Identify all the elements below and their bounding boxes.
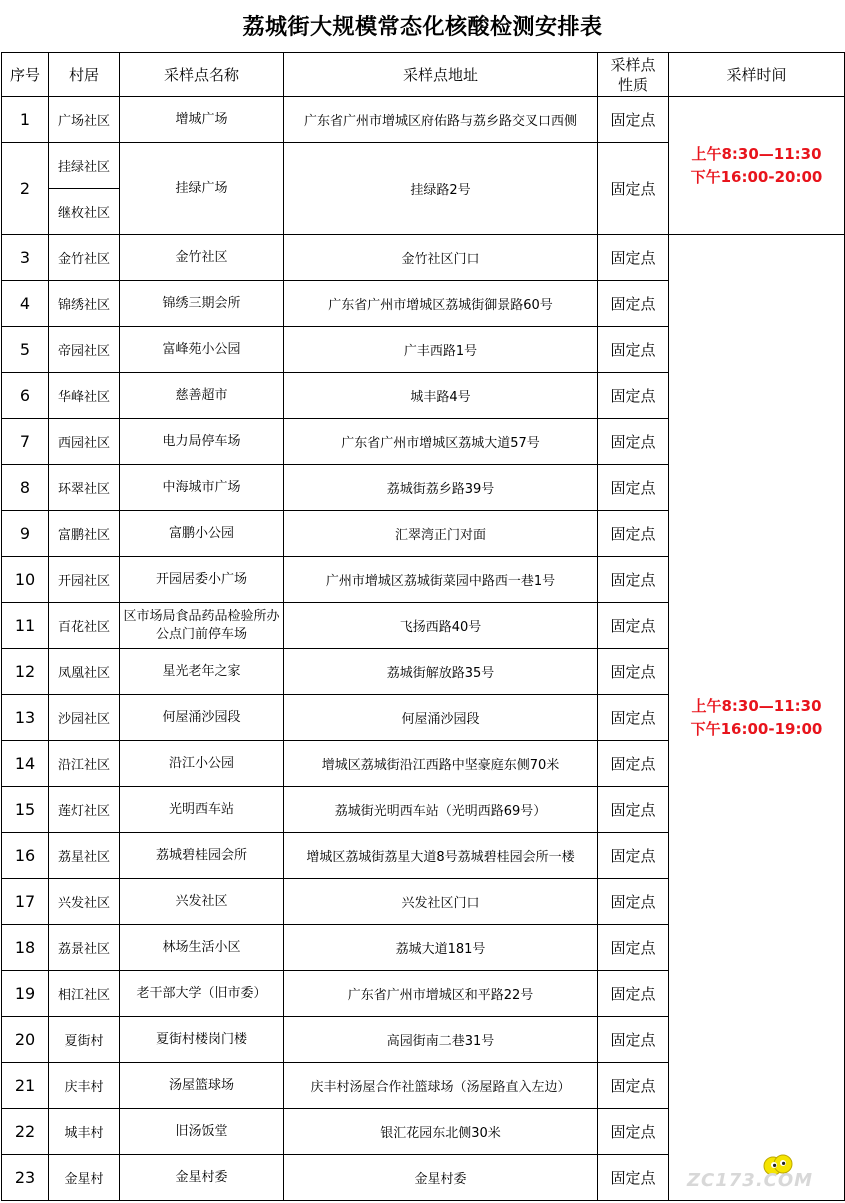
sampling-time-pm: 下午16:00-19:00 (690, 719, 823, 738)
row-site-address: 银汇花园东北侧30米 (284, 1109, 598, 1155)
sampling-time-am: 上午8:30—11:30 (691, 696, 822, 715)
row-site-name: 富鹏小公园 (120, 511, 284, 557)
row-village: 广场社区 (49, 97, 120, 143)
row-site-type: 固定点 (598, 557, 669, 603)
row-seq: 9 (2, 511, 49, 557)
row-site-type: 固定点 (598, 143, 669, 235)
header-site-address: 采样点地址 (284, 53, 598, 97)
row-village: 荔星社区 (49, 833, 120, 879)
header-site-type-line2: 性质 (617, 75, 648, 94)
row-site-name: 夏街村楼岗门楼 (120, 1017, 284, 1063)
row-site-type: 固定点 (598, 511, 669, 557)
row-village: 百花社区 (49, 603, 120, 649)
row-site-type: 固定点 (598, 419, 669, 465)
header-seq: 序号 (2, 53, 49, 97)
row-site-address: 荔城街解放路35号 (284, 649, 598, 695)
row-site-address: 广丰西路1号 (284, 327, 598, 373)
row-village: 相江社区 (49, 971, 120, 1017)
table-row (2, 97, 845, 143)
row-village: 沿江社区 (49, 741, 120, 787)
row-seq: 19 (2, 971, 49, 1017)
row-site-type: 固定点 (598, 787, 669, 833)
row-site-name: 金竹社区 (120, 235, 284, 281)
row-seq: 8 (2, 465, 49, 511)
row-seq: 14 (2, 741, 49, 787)
row-site-type: 固定点 (598, 741, 669, 787)
row-seq: 17 (2, 879, 49, 925)
row-village: 凤凰社区 (49, 649, 120, 695)
row-site-address: 广东省广州市增城区荔城街御景路60号 (284, 281, 598, 327)
row-site-address: 金竹社区门口 (284, 235, 598, 281)
row-site-name: 兴发社区 (120, 879, 284, 925)
row-site-type: 固定点 (598, 97, 669, 143)
row-site-type: 固定点 (598, 1017, 669, 1063)
row-site-name: 慈善超市 (120, 373, 284, 419)
row-site-name: 金星村委 (120, 1155, 284, 1201)
row-seq: 2 (2, 143, 49, 235)
row-seq: 13 (2, 695, 49, 741)
row-village: 荔景社区 (49, 925, 120, 971)
row-site-address: 汇翠湾正门对面 (284, 511, 598, 557)
row-site-address: 挂绿路2号 (284, 143, 598, 235)
row-site-type: 固定点 (598, 833, 669, 879)
row-site-address: 增城区荔城街沿江西路中坚豪庭东侧70米 (284, 741, 598, 787)
row-site-name: 林场生活小区 (120, 925, 284, 971)
row-site-name: 光明西车站 (120, 787, 284, 833)
row-site-type: 固定点 (598, 465, 669, 511)
row-village: 兴发社区 (49, 879, 120, 925)
row-site-type: 固定点 (598, 235, 669, 281)
row-site-address: 飞扬西路40号 (284, 603, 598, 649)
row-site-address: 广东省广州市增城区府佑路与荔乡路交叉口西侧 (284, 97, 598, 143)
row-seq: 5 (2, 327, 49, 373)
row-village: 挂绿社区 (49, 143, 120, 189)
row-seq: 6 (2, 373, 49, 419)
row-site-address: 荔城大道181号 (284, 925, 598, 971)
row-seq: 4 (2, 281, 49, 327)
schedule-table (1, 52, 845, 1201)
row-village: 富鹏社区 (49, 511, 120, 557)
row-village: 开园社区 (49, 557, 120, 603)
row-seq: 21 (2, 1063, 49, 1109)
row-site-name: 开园居委小广场 (120, 557, 284, 603)
row-seq: 3 (2, 235, 49, 281)
row-village: 帝园社区 (49, 327, 120, 373)
row-seq: 1 (2, 97, 49, 143)
row-site-name: 星光老年之家 (120, 649, 284, 695)
header-village: 村居 (49, 53, 120, 97)
row-seq: 18 (2, 925, 49, 971)
sampling-time-am: 上午8:30—11:30 (691, 144, 822, 163)
row-site-address: 增城区荔城街荔星大道8号荔城碧桂园会所一楼 (284, 833, 598, 879)
row-site-address: 广州市增城区荔城街菜园中路西一巷1号 (284, 557, 598, 603)
row-site-type: 固定点 (598, 879, 669, 925)
row-site-type: 固定点 (598, 281, 669, 327)
row-site-type: 固定点 (598, 649, 669, 695)
row-site-name: 老干部大学（旧市委） (120, 971, 284, 1017)
row-site-name: 旧汤饭堂 (120, 1109, 284, 1155)
header-site-type (598, 53, 669, 97)
row-site-name: 挂绿广场 (120, 143, 284, 235)
row-site-name: 锦绣三期会所 (120, 281, 284, 327)
row-village: 金竹社区 (49, 235, 120, 281)
row-village: 庆丰村 (49, 1063, 120, 1109)
row-seq: 12 (2, 649, 49, 695)
row-seq: 10 (2, 557, 49, 603)
row-site-address: 荔城街光明西车站（光明西路69号） (284, 787, 598, 833)
row-seq: 11 (2, 603, 49, 649)
row-seq: 7 (2, 419, 49, 465)
row-site-address: 庆丰村汤屋合作社篮球场（汤屋路直入左边） (284, 1063, 598, 1109)
row-site-name: 富峰苑小公园 (120, 327, 284, 373)
row-site-address: 广东省广州市增城区和平路22号 (284, 971, 598, 1017)
row-seq: 23 (2, 1155, 49, 1201)
header-row (2, 53, 845, 97)
row-site-address: 广东省广州市增城区荔城大道57号 (284, 419, 598, 465)
row-site-name: 汤屋篮球场 (120, 1063, 284, 1109)
row-village-secondary: 继枚社区 (49, 189, 120, 235)
row-site-name: 荔城碧桂园会所 (120, 833, 284, 879)
header-site-name: 采样点名称 (120, 53, 284, 97)
row-seq: 22 (2, 1109, 49, 1155)
watermark-text: ZC173.COM (687, 1170, 814, 1191)
row-site-type: 固定点 (598, 1155, 669, 1201)
row-site-type: 固定点 (598, 925, 669, 971)
row-site-type: 固定点 (598, 373, 669, 419)
row-site-address: 高园街南二巷31号 (284, 1017, 598, 1063)
row-site-address: 金星村委 (284, 1155, 598, 1201)
row-site-type: 固定点 (598, 1063, 669, 1109)
row-site-name: 区市场局食品药品检验所办公点门前停车场 (120, 603, 284, 649)
row-site-type: 固定点 (598, 1109, 669, 1155)
row-site-name: 沿江小公园 (120, 741, 284, 787)
row-seq: 20 (2, 1017, 49, 1063)
sampling-time-cell (669, 97, 845, 235)
row-village: 西园社区 (49, 419, 120, 465)
header-time: 采样时间 (669, 53, 845, 97)
row-site-address: 城丰路4号 (284, 373, 598, 419)
row-seq: 15 (2, 787, 49, 833)
row-village: 锦绣社区 (49, 281, 120, 327)
row-site-address: 荔城街荔乡路39号 (284, 465, 598, 511)
row-village: 华峰社区 (49, 373, 120, 419)
sampling-time-cell (669, 235, 845, 1201)
row-site-name: 增城广场 (120, 97, 284, 143)
row-site-name: 电力局停车场 (120, 419, 284, 465)
row-site-address: 何屋涌沙园段 (284, 695, 598, 741)
row-village: 沙园社区 (49, 695, 120, 741)
row-village: 城丰村 (49, 1109, 120, 1155)
row-village: 夏街村 (49, 1017, 120, 1063)
row-site-type: 固定点 (598, 971, 669, 1017)
row-site-name: 中海城市广场 (120, 465, 284, 511)
page-title: 荔城街大规模常态化核酸检测安排表 (242, 14, 603, 40)
row-village: 莲灯社区 (49, 787, 120, 833)
row-village: 环翠社区 (49, 465, 120, 511)
header-site-type-line1: 采样点 (610, 55, 656, 74)
row-seq: 16 (2, 833, 49, 879)
row-site-address: 兴发社区门口 (284, 879, 598, 925)
row-village: 金星村 (49, 1155, 120, 1201)
row-site-type: 固定点 (598, 695, 669, 741)
row-site-name: 何屋涌沙园段 (120, 695, 284, 741)
row-site-type: 固定点 (598, 327, 669, 373)
watermark (687, 1153, 827, 1191)
sampling-time-pm: 下午16:00-20:00 (690, 167, 823, 186)
table-row (2, 235, 845, 281)
row-site-type: 固定点 (598, 603, 669, 649)
